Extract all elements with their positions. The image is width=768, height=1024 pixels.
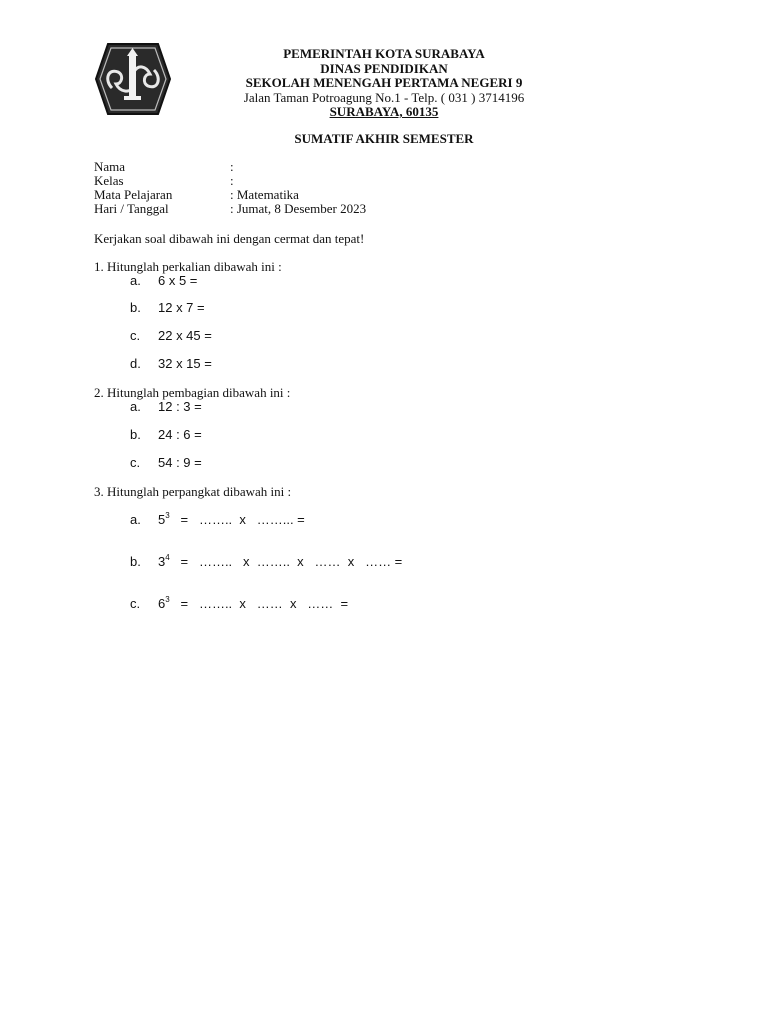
item-exponent: 3: [165, 595, 170, 604]
question-1-title: 1. Hitunglah perkalian dibawah ini :: [94, 259, 282, 274]
instruction: Kerjakan soal dibawah ini dengan cermat dan tepat!: [94, 231, 365, 246]
question-item: [130, 427, 202, 442]
question-item: [130, 455, 202, 470]
identity-label: Nama: [94, 159, 126, 174]
item-base: 6: [158, 596, 166, 611]
identity-value: :: [230, 173, 234, 188]
item-text: 24 : 6 =: [158, 427, 202, 442]
question-item: [130, 300, 205, 315]
identity-row: [94, 174, 234, 188]
identity-value: : Jumat, 8 Desember 2023: [230, 201, 367, 216]
item-text: = …….. x …….. x …… x …… =: [169, 554, 403, 569]
item-text: = …….. x …… x …… =: [169, 596, 349, 611]
question-item: [130, 328, 212, 343]
school-address: Jalan Taman Potroagung No.1 - Telp. ( 031 ) 3714196: [243, 89, 525, 105]
exam-title: SUMATIF AKHIR SEMESTER: [294, 131, 474, 146]
item-base: 3: [158, 554, 166, 569]
item-letter: a.: [130, 273, 141, 288]
identity-row: [94, 202, 366, 216]
question-item: [130, 511, 305, 527]
item-letter: b.: [130, 427, 141, 442]
item-text: 12 : 3 =: [158, 399, 202, 414]
school-city: SURABAYA, 60135: [329, 104, 439, 119]
item-letter: c.: [130, 328, 141, 343]
identity-row: [94, 188, 299, 202]
item-letter: b.: [130, 300, 141, 315]
item-letter: b.: [130, 554, 141, 569]
identity-label: Hari / Tanggal: [94, 201, 169, 216]
item-letter: d.: [130, 356, 141, 371]
school-name: SEKOLAH MENENGAH PERTAMA NEGERI 9: [245, 75, 523, 90]
identity-value: :: [230, 159, 234, 174]
surabaya-crest-icon: [94, 40, 172, 118]
item-text: 32 x 15 =: [158, 356, 212, 371]
question-item: [130, 399, 202, 414]
question-2-title: 2. Hitunglah pembagian dibawah ini :: [94, 385, 291, 400]
question-item: [130, 356, 212, 371]
question-item: [130, 553, 402, 569]
item-text: 12 x 7 =: [158, 300, 205, 315]
item-base: 5: [158, 512, 166, 527]
identity-row: [94, 160, 234, 174]
question-item: [130, 595, 348, 611]
question-item: [130, 273, 197, 288]
item-letter: c.: [130, 596, 141, 611]
letterhead: [200, 47, 568, 120]
item-exponent: 3: [165, 511, 170, 520]
item-letter: a.: [130, 512, 141, 527]
item-exponent: 4: [165, 553, 170, 562]
identity-label: Mata Pelajaran: [94, 187, 173, 202]
item-text: 6 x 5 =: [158, 273, 198, 288]
dept-name: DINAS PENDIDIKAN: [320, 60, 448, 76]
identity-value: : Matematika: [230, 187, 299, 202]
item-text: 22 x 45 =: [158, 328, 212, 343]
govt-name: PEMERINTAH KOTA SURABAYA: [283, 46, 485, 61]
question-3-title: 3. Hitunglah perpangkat dibawah ini :: [94, 484, 292, 499]
item-text: 54 : 9 =: [158, 455, 202, 470]
item-text: = …….. x ……... =: [169, 512, 305, 527]
item-letter: c.: [130, 455, 141, 470]
identity-label: Kelas: [94, 173, 124, 188]
item-letter: a.: [130, 399, 141, 414]
